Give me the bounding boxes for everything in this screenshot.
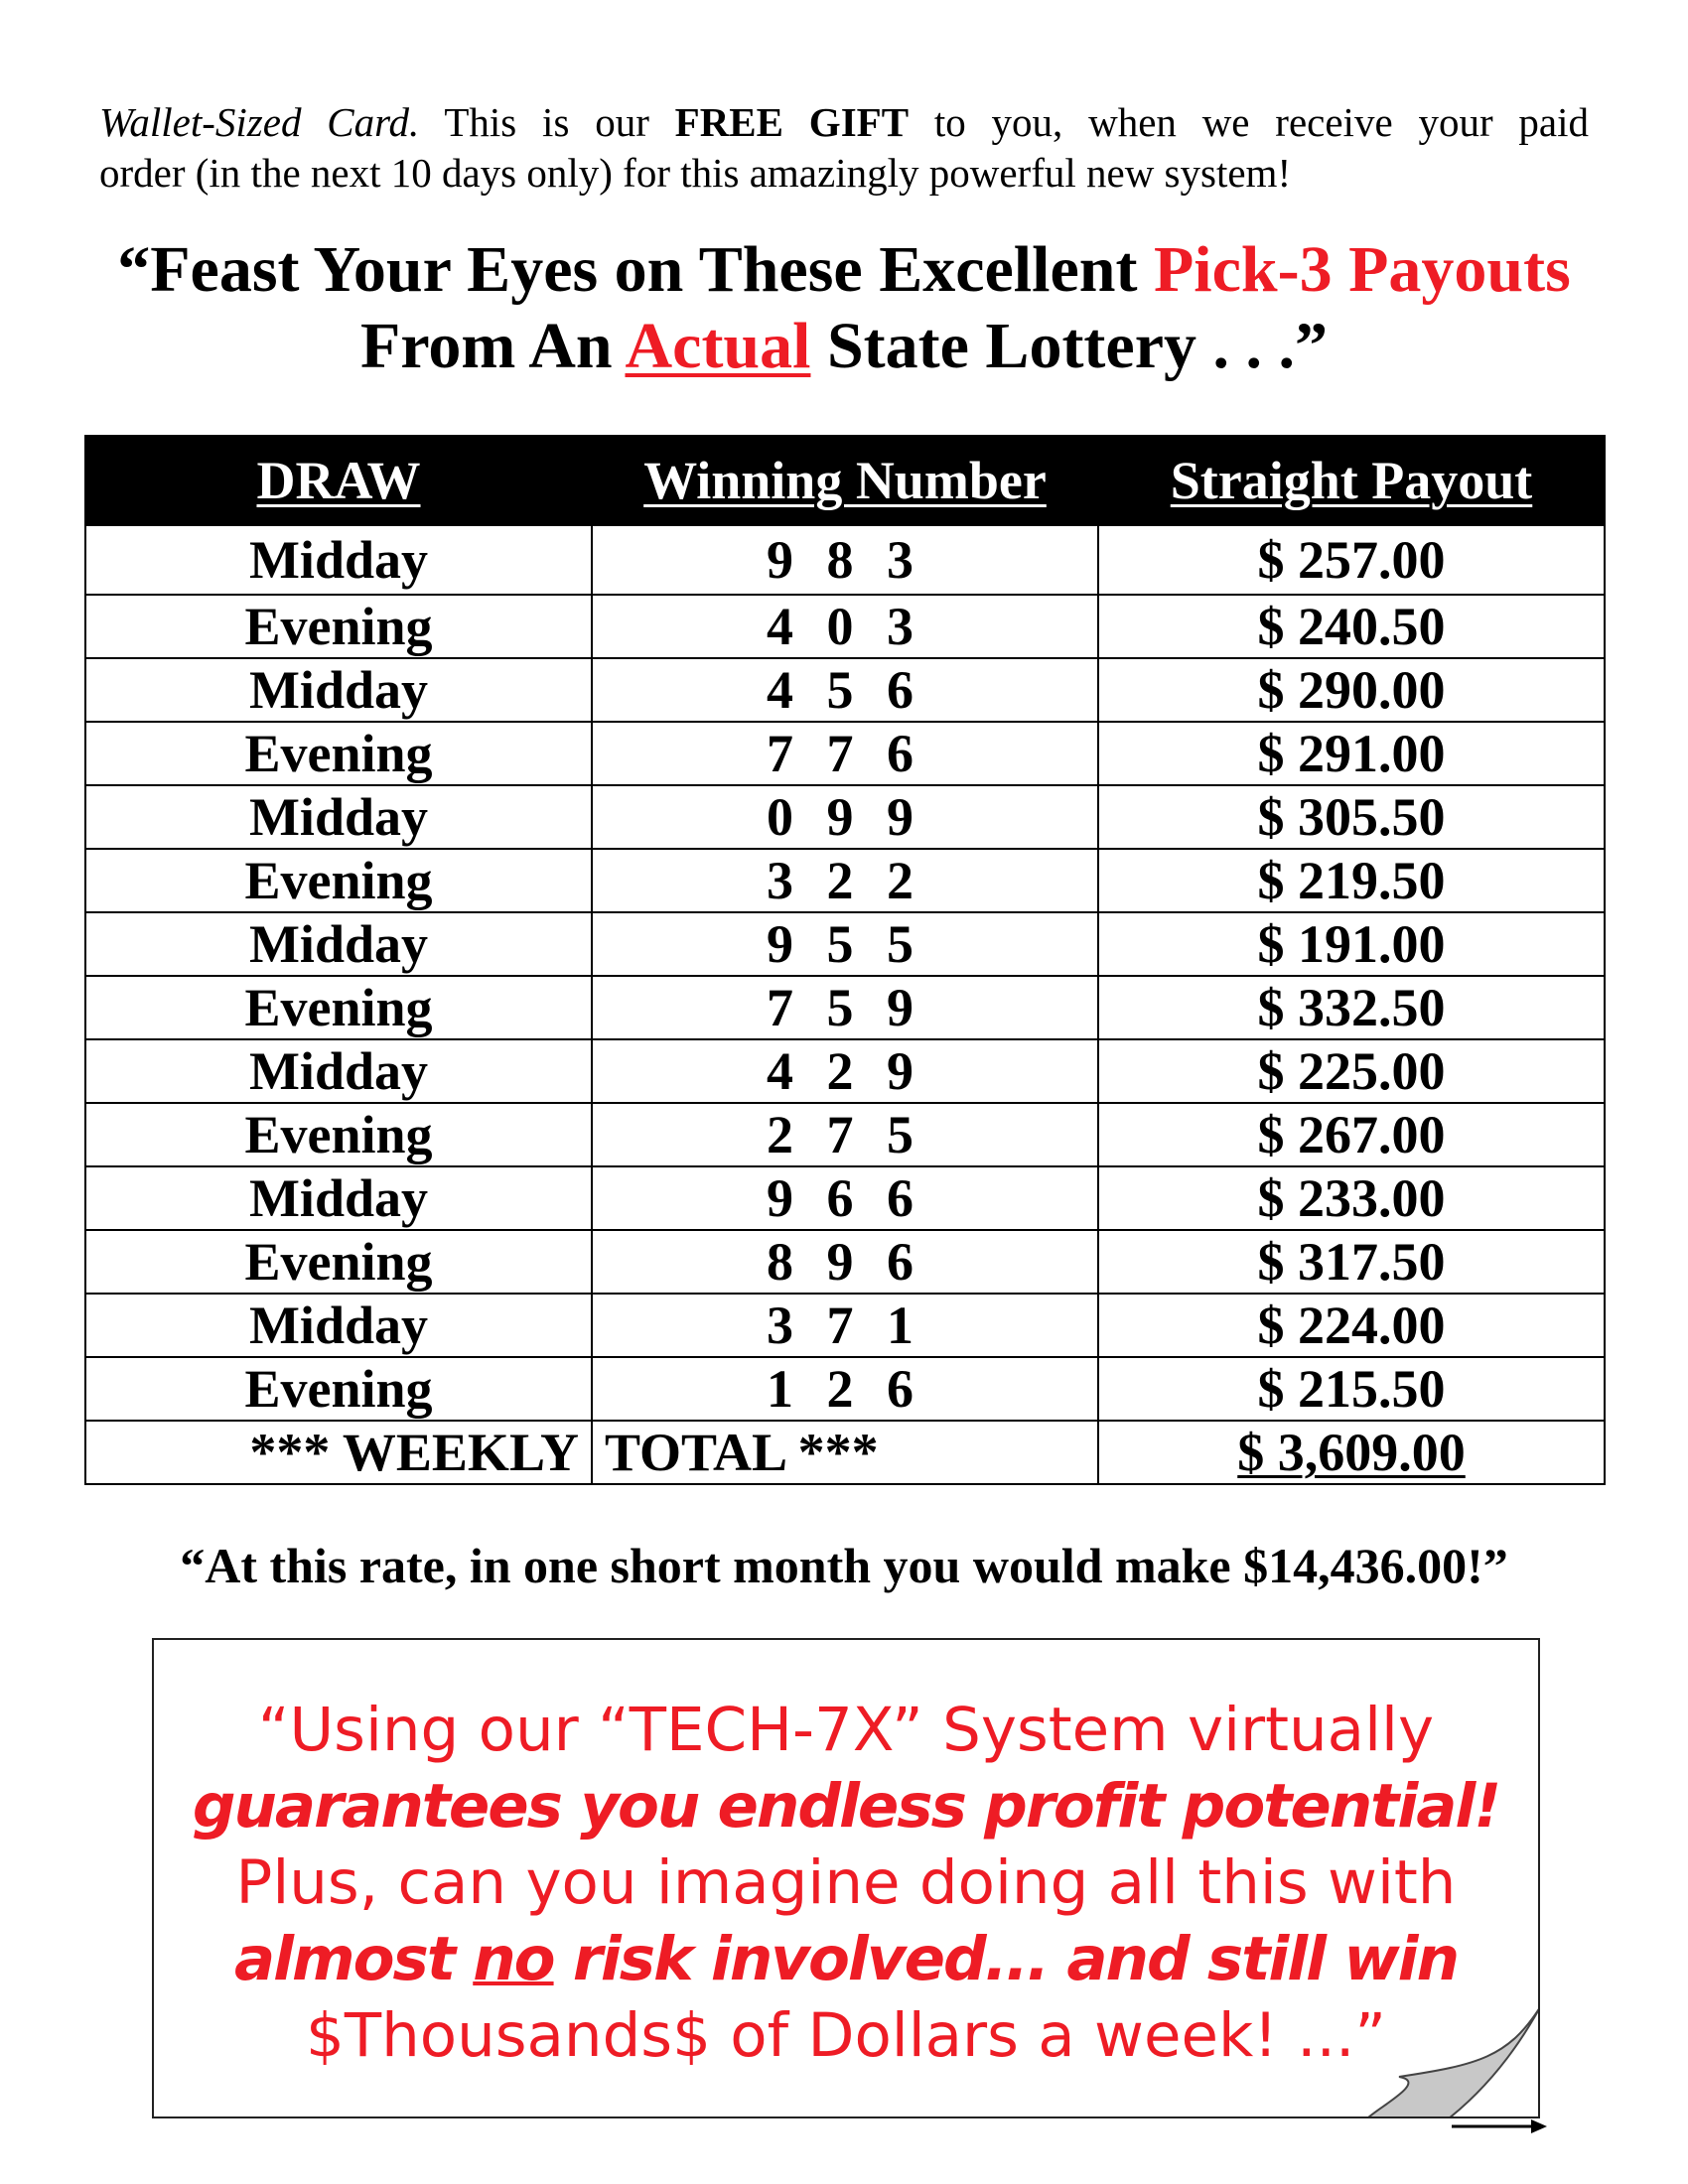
table-row (85, 1103, 1605, 1166)
payout-cell: $ 332.50 (1098, 976, 1605, 1039)
draw-cell: Midday (85, 1294, 592, 1357)
headline-part-3: State Lottery . . .” (810, 310, 1328, 382)
draw-cell: Midday (85, 912, 592, 976)
total-amount: $ 3,609.00 (1237, 1423, 1466, 1482)
winning-number-cell: 1 2 6 (592, 1357, 1098, 1421)
total-label-left: *** WEEKLY (85, 1421, 592, 1484)
winning-number-cell: 4 5 6 (592, 658, 1098, 722)
arrow-right-icon (1452, 2116, 1547, 2136)
header-draw: DRAW (85, 436, 592, 525)
table-row (85, 1294, 1605, 1357)
winning-number-cell: 7 7 6 (592, 722, 1098, 785)
table-row (85, 1230, 1605, 1294)
payout-cell: $ 225.00 (1098, 1039, 1605, 1103)
total-row (85, 1421, 1605, 1484)
winning-number-cell: 4 0 3 (592, 595, 1098, 658)
table-row (85, 912, 1605, 976)
draw-cell: Evening (85, 1103, 592, 1166)
table-row (85, 1039, 1605, 1103)
promo-line-5: $Thousands$ of Dollars a week! ...” (306, 2000, 1386, 2071)
total-amount-cell (1098, 1421, 1605, 1484)
winning-number-cell: 9 5 5 (592, 912, 1098, 976)
table-row (85, 1357, 1605, 1421)
payout-table (84, 435, 1606, 1485)
payout-cell: $ 305.50 (1098, 785, 1605, 849)
winning-number-cell: 7 5 9 (592, 976, 1098, 1039)
intro-italic: Wallet-Sized Card. (99, 99, 420, 145)
headline-line-2 (60, 308, 1628, 384)
winning-number-cell: 9 6 6 (592, 1166, 1098, 1230)
promo-box (152, 1638, 1540, 2118)
headline-red: Pick-3 Payouts (1153, 233, 1571, 306)
draw-cell: Midday (85, 658, 592, 722)
promo-line-4a: almost (233, 1924, 474, 1994)
promo-line-4 (154, 1921, 1538, 1997)
intro-text-2: to you, when we receive your paid (909, 99, 1589, 145)
total-label-right: TOTAL *** (592, 1421, 1098, 1484)
monthly-rate-text: “At this rate, in one short month you would make $14,436.00!” (180, 1538, 1508, 1593)
table-row (85, 1166, 1605, 1230)
payout-cell: $ 290.00 (1098, 658, 1605, 722)
promo-line-1: “Using our “TECH-7X” System virtually (257, 1695, 1435, 1765)
payout-cell: $ 215.50 (1098, 1357, 1605, 1421)
intro-paragraph (99, 97, 1589, 199)
table-row (85, 849, 1605, 912)
headline-part-1: “Feast Your Eyes on These Excellent (117, 233, 1154, 306)
payout-cell: $ 317.50 (1098, 1230, 1605, 1294)
winning-number-cell: 3 7 1 (592, 1294, 1098, 1357)
draw-cell: Midday (85, 1166, 592, 1230)
winning-number-cell: 3 2 2 (592, 849, 1098, 912)
header-straight-payout: Straight Payout (1098, 436, 1605, 525)
headline-line-1 (60, 231, 1628, 308)
draw-cell: Evening (85, 976, 592, 1039)
table-row (85, 722, 1605, 785)
promo-text (154, 1692, 1538, 2074)
promo-line-4-no: no (473, 1924, 554, 1994)
winning-number-cell: 9 8 3 (592, 525, 1098, 595)
header-winning-number: Winning Number (592, 436, 1098, 525)
table-header-row (85, 436, 1605, 525)
payout-cell: $ 291.00 (1098, 722, 1605, 785)
payout-cell: $ 233.00 (1098, 1166, 1605, 1230)
draw-cell: Evening (85, 722, 592, 785)
payout-cell: $ 257.00 (1098, 525, 1605, 595)
table-row (85, 595, 1605, 658)
table-row (85, 785, 1605, 849)
payout-cell: $ 191.00 (1098, 912, 1605, 976)
winning-number-cell: 8 9 6 (592, 1230, 1098, 1294)
payout-cell: $ 240.50 (1098, 595, 1605, 658)
intro-line-2: order (in the next 10 days only) for this amazingly powerful new system! (99, 150, 1292, 196)
promo-line-4c: risk involved... and still win (553, 1924, 1459, 1994)
intro-free-gift: FREE GIFT (674, 99, 910, 145)
draw-cell: Midday (85, 1039, 592, 1103)
headline-actual: Actual (625, 310, 811, 382)
headline (60, 231, 1628, 384)
headline-part-2: From An (360, 310, 626, 382)
winning-number-cell: 0 9 9 (592, 785, 1098, 849)
promo-line-3: Plus, can you imagine doing all this with (235, 1847, 1457, 1918)
draw-cell: Midday (85, 785, 592, 849)
promo-line-2: guarantees you endless profit potential! (192, 1771, 1500, 1842)
draw-cell: Evening (85, 1230, 592, 1294)
table-row (85, 525, 1605, 595)
intro-text-1: This is our (419, 99, 675, 145)
table-row (85, 658, 1605, 722)
payout-cell: $ 224.00 (1098, 1294, 1605, 1357)
page-curl-icon (1359, 2007, 1538, 2116)
draw-cell: Evening (85, 849, 592, 912)
draw-cell: Evening (85, 595, 592, 658)
winning-number-cell: 4 2 9 (592, 1039, 1098, 1103)
payout-cell: $ 219.50 (1098, 849, 1605, 912)
winning-number-cell: 2 7 5 (592, 1103, 1098, 1166)
table-row (85, 976, 1605, 1039)
payout-cell: $ 267.00 (1098, 1103, 1605, 1166)
draw-cell: Evening (85, 1357, 592, 1421)
intro-line-1 (99, 97, 1589, 148)
draw-cell: Midday (85, 525, 592, 595)
